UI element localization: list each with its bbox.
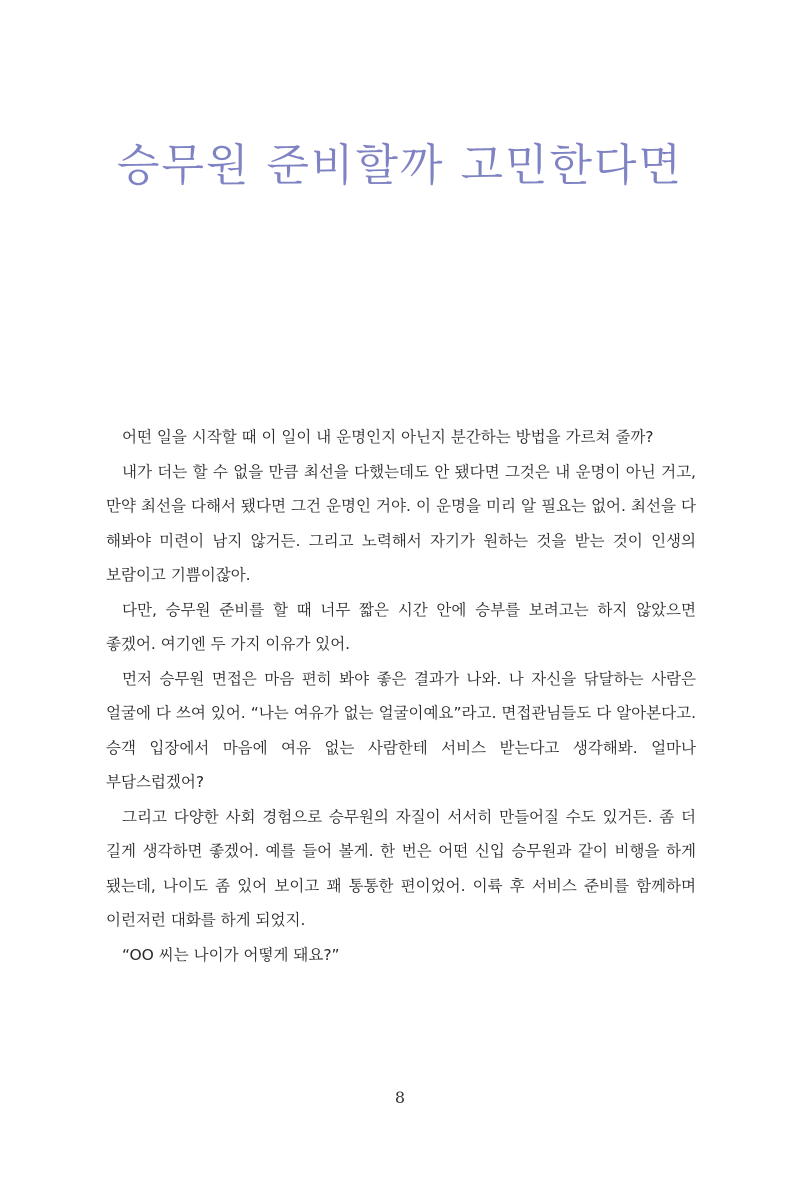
page-number: 8 xyxy=(394,1088,406,1107)
body-text xyxy=(106,420,696,972)
paragraph: 내가 더는 할 수 없을 만큼 최선을 다했는데도 안 됐다면 그것은 내 운명이 아닌 거고, 만약 최선을 다해서 됐다면 그건 운명인 거야. 이 운명을 미리 알 필요는 없어. 최선을 다 해봐야 미련이 남지 않거든. 그리고 노력해서 자기가 원하는 것을 받는 것이 인생의 보람이고 기쁨이잖아. xyxy=(106,462,696,584)
paragraph: 어떤 일을 시작할 때 이 일이 내 운명인지 아닌지 분간하는 방법을 가르쳐 줄까? xyxy=(122,428,654,446)
paragraph: 그리고 다양한 사회 경험으로 승무원의 자질이 서서히 만들어질 수도 있거든. 좀 더 길게 생각하면 좋겠어. 예를 들어 볼게. 한 번은 어떤 신입 승무원과 같이 비행을 하게 됐는데, 나이도 좀 있어 보이고 꽤 통통한 편이었어. 이륙 후 서비스 준비를 함께하며 이런저런 대화를 하게 되었지. xyxy=(106,807,696,929)
paragraph: “OO 씨는 나이가 어떻게 돼요?” xyxy=(122,945,340,964)
paragraph: 다만, 승무원 준비를 할 때 너무 짧은 시간 안에 승부를 보려고는 하지 않았으면 좋겠어. 여기엔 두 가지 이유가 있어. xyxy=(106,600,696,653)
chapter-title: 승무원 준비할까 고민한다면 xyxy=(116,140,684,191)
paragraph: 먼저 승무원 면접은 마음 편히 봐야 좋은 결과가 나와. 나 자신을 닦달하는 사람은 얼굴에 다 쓰여 있어. “나는 여유가 없는 얼굴이예요”라고. 면접관님들도 다 알아본다고. 승객 입장에서 마음에 여유 없는 사람한테 서비스 받는다고 생각해봐. 얼마나 부담스럽겠어? xyxy=(106,669,696,791)
